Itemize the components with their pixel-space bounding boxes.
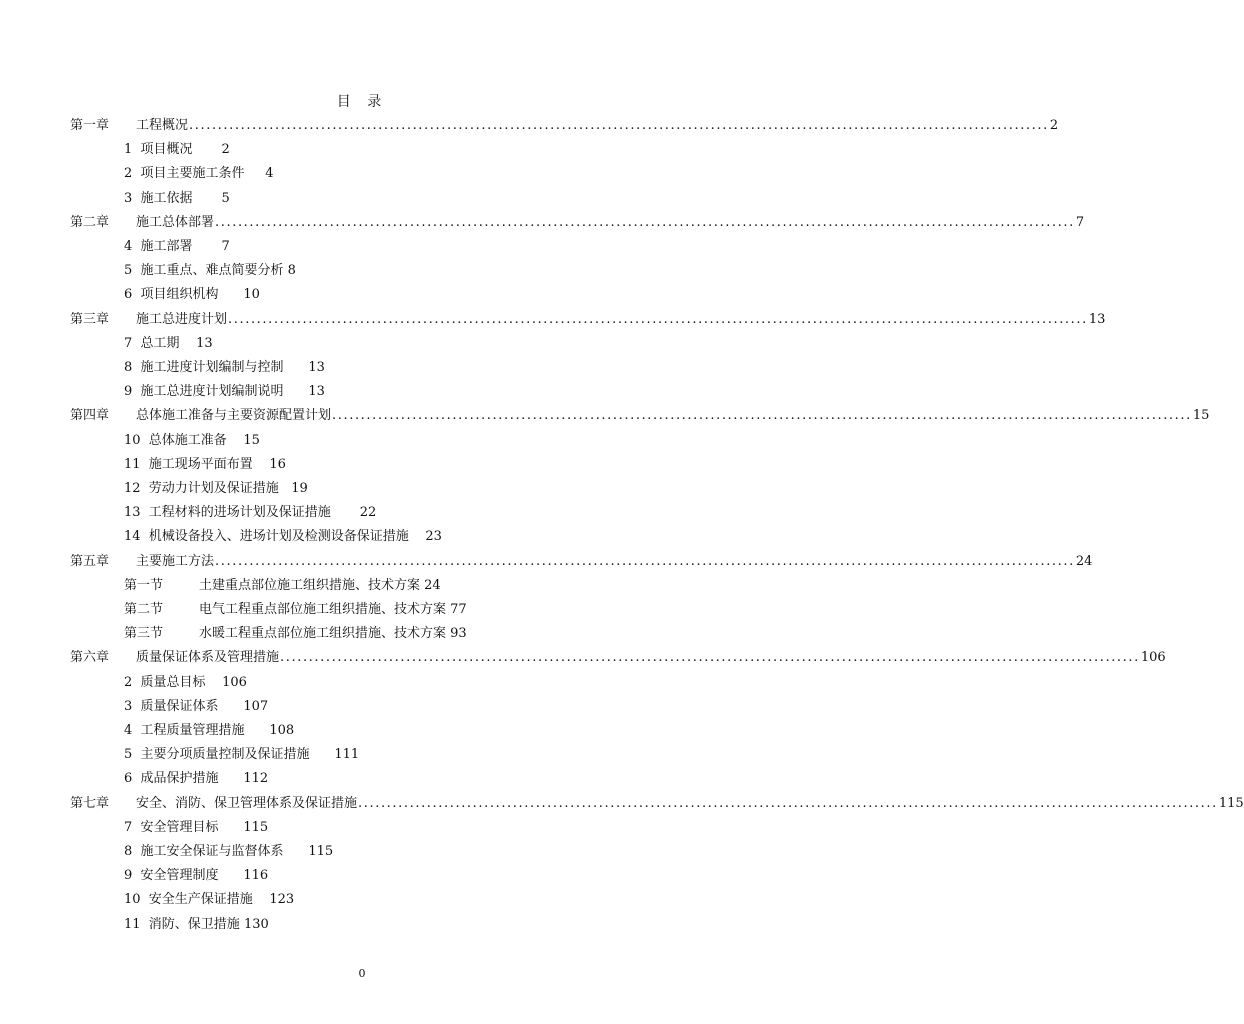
toc-entry: 13 工程材料的进场计划及保证措施 22 (124, 505, 377, 520)
toc-chapter-label: 第五章 (70, 554, 110, 569)
toc-leader-dots: ...................................................................................................................................................... (215, 554, 1075, 569)
toc-entry: 3 施工依据 5 (124, 191, 230, 206)
toc-entry: 8 施工安全保证与监督体系 115 (124, 844, 334, 859)
toc-chapter-page: 106 (1140, 650, 1166, 665)
toc-chapter-label: 第二章 (70, 215, 110, 230)
toc-chapter-row (70, 794, 1244, 814)
toc-chapter-row (70, 648, 1166, 668)
toc-chapter-title: 安全、消防、保卫管理体系及保证措施 (136, 796, 358, 811)
toc-entry: 4 施工部署 7 (124, 239, 230, 254)
toc-chapter-row (70, 406, 1210, 426)
toc-entry: 6 项目组织机构 10 (124, 287, 260, 302)
toc-entry: 7 安全管理目标 115 (124, 820, 269, 835)
toc-entry: 8 施工进度计划编制与控制 13 (124, 360, 325, 375)
toc-chapter-page: 24 (1075, 554, 1093, 569)
toc-chapter-row (70, 552, 1093, 572)
toc-section-title: 水暖工程重点部位施工组织措施、技术方案 93 (199, 626, 467, 641)
toc-leader-dots: ...................................................................................................................................................... (358, 796, 1218, 811)
toc-section-row (124, 576, 441, 596)
toc-chapter-title: 施工总体部署 (136, 215, 215, 230)
toc-section-label: 第一节 (124, 578, 164, 593)
toc-chapter-title: 主要施工方法 (136, 554, 215, 569)
toc-chapter-row (70, 116, 1059, 136)
toc-chapter-title: 施工总进度计划 (136, 312, 228, 327)
toc-title: 目 录 (336, 94, 388, 110)
toc-leader-dots: ...................................................................................................................................................... (215, 215, 1075, 230)
toc-leader-dots: ...................................................................................................................................................... (280, 650, 1140, 665)
toc-chapter-row (70, 310, 1106, 330)
toc-chapter-page: 15 (1192, 408, 1210, 423)
toc-leader-dots: ...................................................................................................................................................... (228, 312, 1088, 327)
toc-entry: 10 总体施工准备 15 (124, 433, 260, 448)
toc-section-row (124, 600, 467, 620)
toc-entry: 2 质量总目标 106 (124, 675, 247, 690)
toc-section-title: 土建重点部位施工组织措施、技术方案 24 (199, 578, 441, 593)
toc-chapter-title: 工程概况 (136, 118, 189, 133)
toc-entry: 10 安全生产保证措施 123 (124, 892, 295, 907)
toc-entry: 2 项目主要施工条件 4 (124, 166, 274, 181)
toc-entry: 5 主要分项质量控制及保证措施 111 (124, 747, 360, 762)
toc-entry: 1 项目概况 2 (124, 142, 230, 157)
toc-chapter-label: 第一章 (70, 118, 110, 133)
page-number: 0 (358, 967, 366, 980)
toc-chapter-page: 115 (1218, 796, 1244, 811)
toc-entry: 9 安全管理制度 116 (124, 868, 269, 883)
toc-section-row (124, 624, 467, 644)
toc-entry: 9 施工总进度计划编制说明 13 (124, 384, 325, 399)
toc-chapter-page: 2 (1049, 118, 1059, 133)
toc-chapter-label: 第七章 (70, 796, 110, 811)
toc-entry: 3 质量保证体系 107 (124, 699, 269, 714)
toc-section-title: 电气工程重点部位施工组织措施、技术方案 77 (199, 602, 467, 617)
toc-chapter-page: 13 (1088, 312, 1106, 327)
toc-chapter-row (70, 213, 1085, 233)
toc-leader-dots: ...................................................................................................................................................... (332, 408, 1192, 423)
toc-entry: 11 施工现场平面布置 16 (124, 457, 286, 472)
toc-leader-dots: ...................................................................................................................................................... (189, 118, 1049, 133)
toc-entry: 5 施工重点、难点简要分析 8 (124, 263, 296, 278)
toc-entry: 7 总工期 13 (124, 336, 213, 351)
toc-chapter-label: 第六章 (70, 650, 110, 665)
toc-entry: 14 机械设备投入、进场计划及检测设备保证措施 23 (124, 529, 442, 544)
toc-chapter-page: 7 (1075, 215, 1085, 230)
toc-entry: 6 成品保护措施 112 (124, 771, 269, 786)
toc-section-label: 第二节 (124, 602, 164, 617)
toc-chapter-title: 质量保证体系及管理措施 (136, 650, 280, 665)
toc-entry: 4 工程质量管理措施 108 (124, 723, 295, 738)
toc-entry: 11 消防、保卫措施 130 (124, 917, 269, 932)
toc-entry: 12 劳动力计划及保证措施 19 (124, 481, 308, 496)
toc-chapter-label: 第四章 (70, 408, 110, 423)
toc-chapter-title: 总体施工准备与主要资源配置计划 (136, 408, 332, 423)
toc-section-label: 第三节 (124, 626, 164, 641)
toc-chapter-label: 第三章 (70, 312, 110, 327)
